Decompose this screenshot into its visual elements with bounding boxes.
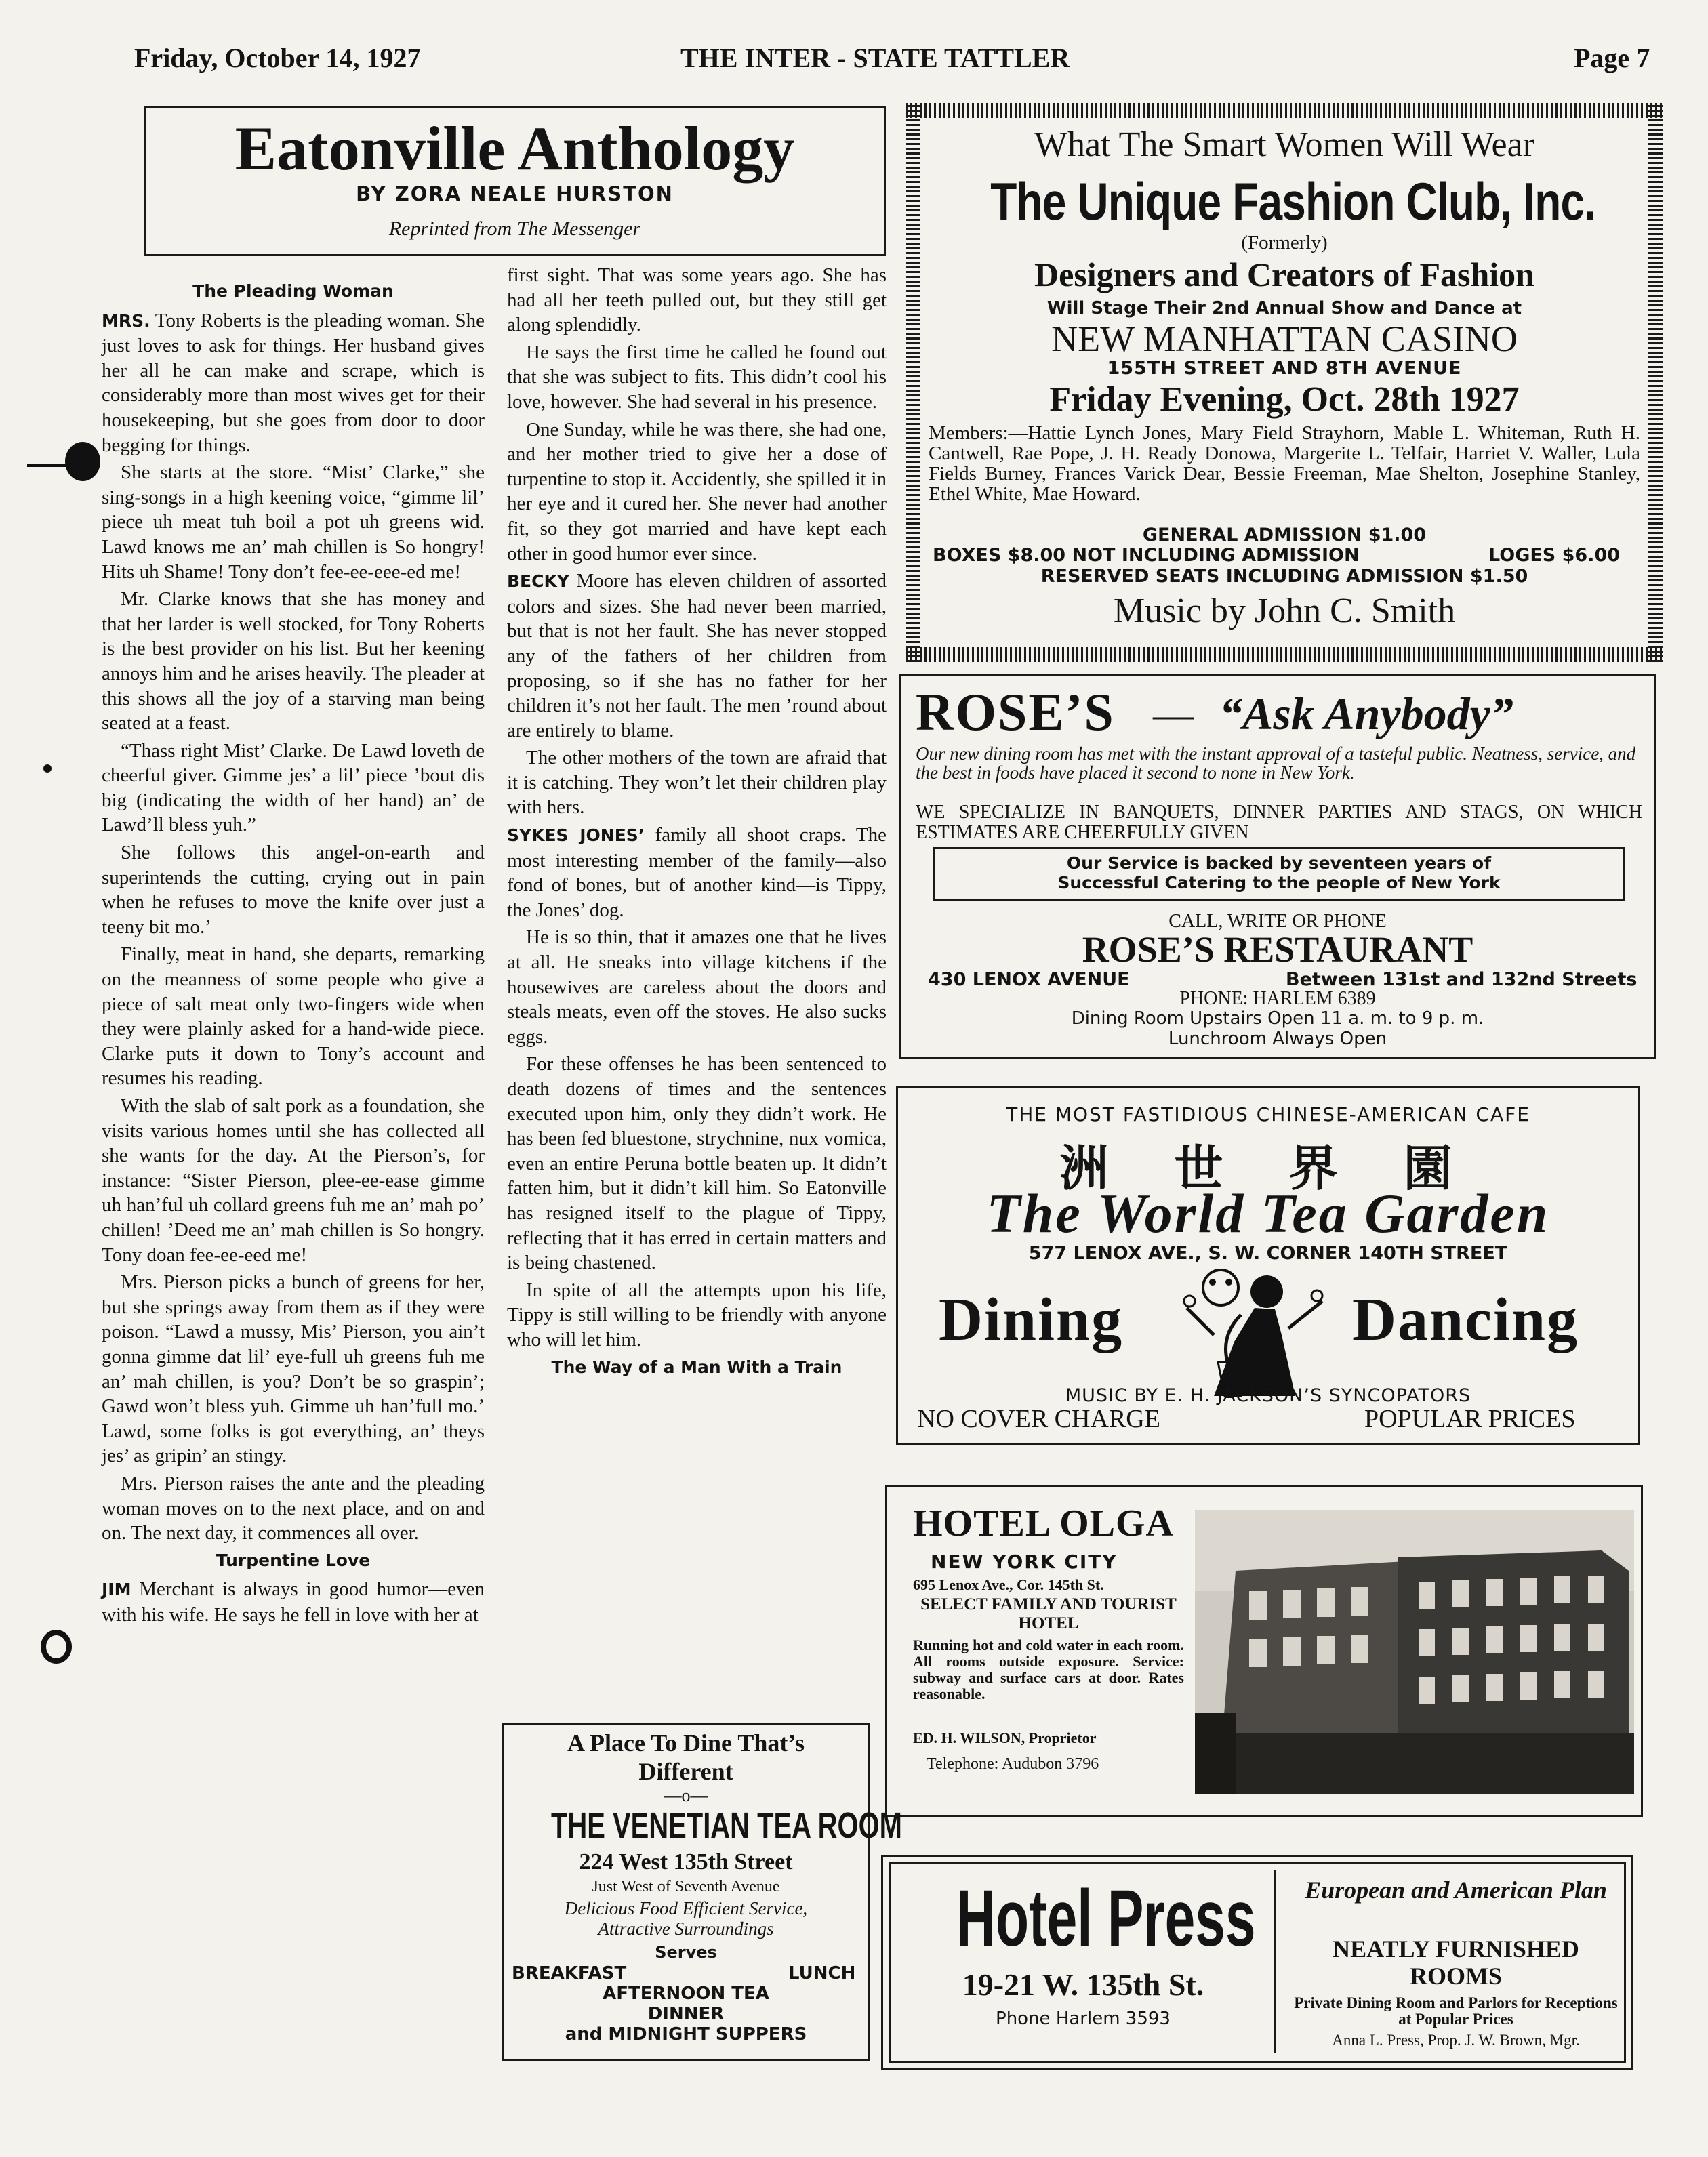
binding-hole-tail: [27, 464, 68, 467]
article-title: Eatonville Anthology: [235, 114, 795, 183]
issue-date: Friday, October 14, 1927: [134, 43, 421, 73]
hatched-border-bottom: [906, 647, 1663, 662]
paragraph: One Sunday, while he was there, she had one, and her mother tried to give her a dose of turpentine to stop it. Accidently, she spilled it in her eye and it cured her. She never had another fit, so they got married and have kept each other in good humor ever since.: [507, 418, 887, 564]
venetian-name-wrap: [504, 1805, 902, 1847]
roses-service-line2: Successful Catering to the people of New York: [1057, 873, 1501, 892]
press-plan: European and American Plan: [1305, 1876, 1607, 1904]
hotel-press-divider: [1274, 1870, 1276, 2053]
venetian-name: THE VENETIAN TEA ROOM: [550, 1805, 902, 1846]
tea-popular-prices: POPULAR PRICES: [1364, 1405, 1576, 1433]
tea-address: 577 LENOX AVE., S. W. CORNER 140TH STREET: [1028, 1243, 1508, 1264]
fashion-formerly: (Formerly): [1241, 232, 1328, 253]
paragraph: He says the first time he called he found out that she was subject to fits. This didn’t cool his love, however. She had several in his presence.: [507, 341, 887, 413]
venetian-line2: Different: [638, 1758, 733, 1785]
olga-city: NEW YORK CITY: [931, 1550, 1118, 1573]
roses-between: Between 131st and 132nd Streets: [1286, 969, 1638, 990]
press-name: Hotel Press: [956, 1874, 1256, 1963]
press-dining: Private Dining Room and Parlors for Receptions at Popular Prices: [1294, 1994, 1618, 2028]
press-rooms: NEATLY FURNISHED ROOMS: [1333, 1935, 1579, 1990]
ad-venetian-tea-room: [502, 1723, 902, 2061]
tea-dancing: Dancing: [1352, 1286, 1579, 1353]
paragraph: Mrs. Pierson raises the ante and the pleading woman moves on to the next place, and on and on. The next day, it commences all over.: [102, 1472, 485, 1544]
tea-no-cover: NO COVER CHARGE: [917, 1405, 1160, 1433]
olga-name: HOTEL OLGA: [913, 1502, 1174, 1544]
lead-in: JIM: [102, 1580, 131, 1600]
binding-hole: [41, 1630, 72, 1664]
tea-kicker: THE MOST FASTIDIOUS CHINESE-AMERICAN CAFE: [1006, 1103, 1530, 1126]
tea-music: MUSIC BY E. H. JACKSON’S SYNCOPATORS: [1065, 1385, 1471, 1406]
article-column-2: [507, 263, 887, 1384]
lead-in: SYKES JONES’: [507, 825, 645, 846]
roses-restaurant: ROSE’S RESTAURANT: [1082, 929, 1473, 970]
fashion-date: Friday Evening, Oct. 28th 1927: [1049, 380, 1520, 419]
roses-call: CALL, WRITE OR PHONE: [1168, 911, 1387, 932]
section-heading: The Pleading Woman: [192, 281, 394, 301]
paragraph: He is so thin, that it amazes one that he lives at all. He sneaks into village kitchens if the housewives are careless about the doors and steals meats, even off the stoves. He also sucks eggs.: [507, 926, 887, 1048]
paragraph: Mrs. Pierson picks a bunch of greens for her, but she springs away from them as if they were poison. “Lawd a mussy, Mis’ Pierson, you ain’t gonna gimme dat lil’ eye-full uh greens fuh me an’ mah chillen, is you? Don’t be so graspin’; Gawd won’t bless yuh. Gimme uh han’full mo.’ Lawd, some folks is got everything, an’ theys jes’ as gripin’ an stingy.: [102, 1271, 485, 1467]
venetian-dinner: DINNER: [647, 2004, 725, 2024]
roses-phone: PHONE: HARLEM 6389: [1179, 988, 1376, 1009]
newspaper-name: THE INTER - STATE TATTLER: [680, 43, 1070, 73]
paragraph-text: Tony Roberts is the pleading woman. She just loves to ask for things. Her husband gives her all he can make and scrape, which is considerably more than most wives get for their housekeeping, but she goes from door to door begging for things.: [102, 309, 485, 456]
ad-hotel-press: [881, 1855, 1633, 2070]
press-phone: Phone Harlem 3593: [996, 2009, 1171, 2029]
fashion-music: Music by John C. Smith: [1113, 592, 1456, 630]
page-number: Page 7: [1574, 43, 1650, 73]
venetian-near: Just West of Seventh Avenue: [592, 1878, 780, 1895]
reprint-credit: Reprinted from The Messenger: [388, 218, 641, 240]
fashion-kicker: What The Smart Women Will Wear: [1034, 125, 1535, 164]
hatched-border-left: [906, 103, 920, 662]
ad-world-tea-garden: [896, 1086, 1640, 1445]
article-title-box: [144, 106, 886, 256]
roses-service-line1: Our Service is backed by seventeen years of: [1066, 853, 1492, 873]
venetian-separator: —o—: [664, 1786, 708, 1805]
paragraph: [507, 823, 887, 922]
paragraph-text: Merchant is always in good humor—even with his wife. He says he fell in love with her at: [102, 1578, 485, 1626]
ink-spot: [43, 764, 52, 773]
fashion-designers: Designers and Creators of Fashion: [1034, 255, 1534, 293]
section-heading: The Way of a Man With a Train: [551, 1357, 842, 1377]
fashion-stage: Will Stage Their 2nd Annual Show and Dance at: [1046, 298, 1522, 319]
fashion-address: 155TH STREET AND 8TH AVENUE: [1107, 358, 1462, 379]
fashion-members: Members:—Hattie Lynch Jones, Mary Field Strayhorn, Mable L. Whiteman, Ruth H. Cantwell, Rae Pope, J. H. Ready Donowa, Margerite L. Telfair, Harriet V. Waller, Lula Fields Burney, Frances Varick Dear, Bessie Freeman, Mae Shelton, Josephine Stanley, Ethel White, Mae Howard.: [929, 422, 1640, 505]
olga-body: Running hot and cold water in each room. All rooms outside exposure. Service: subway and surface cars at door. Rates reasonable.: [913, 1637, 1184, 1702]
venetian-breakfast: BREAKFAST: [512, 1963, 627, 1984]
fashion-boxes: BOXES $8.00 NOT INCLUDING ADMISSION: [933, 545, 1360, 566]
venetian-tagline2: Attractive Surroundings: [598, 1918, 774, 1939]
paragraph: The other mothers of the town are afraid that it is catching. They won’t let their children play with hers.: [507, 747, 887, 819]
roses-slogan: “Ask Anybody”: [1219, 688, 1513, 739]
roses-name: ROSE’S: [916, 682, 1115, 741]
tea-name: The World Tea Garden: [986, 1183, 1550, 1244]
paragraph-text: Moore has eleven children of assorted colors and sizes. She had never been married, but that is not her fault. She has never stopped any of the fathers of her children from proposing, so if she has no father for her children it’s not her fault. The men ’round about are entirely to blame.: [507, 570, 887, 741]
binding-hole: [65, 442, 100, 481]
olga-select: SELECT FAMILY AND TOURIST HOTEL: [920, 1595, 1177, 1632]
paragraph: “Thass right Mist’ Clarke. De Lawd loveth de cheerful giver. Gimme jes’ a lil’ piece ’bout dis big (indicating the width of her hand) an’ de Lawd’ll bless yuh.”: [102, 739, 485, 836]
fashion-general-admission: GENERAL ADMISSION $1.00: [1142, 525, 1427, 546]
fashion-loges: LOGES $6.00: [1488, 545, 1621, 566]
venetian-suppers: and MIDNIGHT SUPPERS: [565, 2024, 807, 2045]
ad-fashion-club: [906, 103, 1663, 662]
hatched-border-top: [906, 103, 1663, 118]
roses-specialize: WE SPECIALIZE IN BANQUETS, DINNER PARTIES AND STAGS, ON WHICH ESTIMATES ARE CHEERFULLY GIVEN: [916, 802, 1642, 843]
roses-address: 430 LENOX AVENUE: [928, 969, 1130, 990]
lead-in: BECKY: [507, 571, 569, 592]
venetian-serves: Serves: [655, 1943, 717, 1962]
press-name-wrap: [897, 1874, 1269, 1963]
paragraph: [102, 308, 485, 458]
paragraph-text: family all shoot craps. The most interesting member of the family—also fond of bones, but of another kind—is Tippy, the Jones’ dog.: [507, 824, 887, 921]
olga-proprietor: ED. H. WILSON, Proprietor: [913, 1729, 1097, 1746]
paragraph: Finally, meat in hand, she departs, remarking on the meanness of some people who give a piece of salt meat only two-fingers wide when they were plainly asked for a hand-wide piece. Clarke puts it down to Tony’s account and resumes his reading.: [102, 943, 485, 1090]
venetian-line1: A Place To Dine That’s: [567, 1729, 805, 1757]
fashion-name: The Unique Fashion Club, Inc.: [990, 171, 1596, 231]
paragraph: [507, 569, 887, 743]
roses-hours: Dining Room Upstairs Open 11 a. m. to 9 p. m.: [1071, 1008, 1484, 1029]
press-address: 19-21 W. 135th St.: [962, 1967, 1204, 2002]
lead-in: MRS.: [102, 310, 150, 331]
fashion-venue: NEW MANHATTAN CASINO: [1051, 319, 1518, 359]
hatched-border-right: [1648, 103, 1663, 662]
venetian-lunch: LUNCH: [788, 1963, 856, 1984]
venetian-tagline1: Delicious Food Efficient Service,: [564, 1898, 808, 1918]
tea-dining: Dining: [939, 1286, 1124, 1353]
venetian-address: 224 West 135th Street: [579, 1849, 793, 1874]
paragraph: first sight. That was some years ago. She has had all her teeth pulled out, but they still get along splendidly.: [507, 264, 887, 336]
press-proprietors: Anna L. Press, Prop. J. W. Brown, Mgr.: [1332, 2032, 1580, 2049]
roses-dash: —: [1153, 692, 1194, 737]
tea-chinese-characters: 洲 世 界 園: [1059, 1140, 1477, 1197]
olga-address: 695 Lenox Ave., Cor. 145th St.: [913, 1576, 1104, 1593]
article-column-1: [102, 276, 485, 1630]
fashion-reserved: RESERVED SEATS INCLUDING ADMISSION $1.50: [1040, 566, 1528, 587]
paragraph: For these offenses he has been sentenced to death dozens of times and the sentences executed upon him, only they didn’t work. He has been fed bluestone, strychnine, nux vomica, even an entire Peruna bottle beaten up. It didn’t fatten him, but it didn’t kill him. So Eatonville has resigned itself to the plague of Tippy, reflecting that it has erred in certain matters and is being chastened.: [507, 1053, 887, 1274]
ad-roses: [899, 674, 1656, 1059]
article-byline: BY ZORA NEALE HURSTON: [356, 182, 674, 205]
olga-phone: Telephone: Audubon 3796: [927, 1755, 1099, 1773]
paragraph: With the slab of salt pork as a foundation, she visits various homes until she has collected all she wants for the day. At the Pierson’s, for instance: “Sister Pierson, plee-ee-ease gimme uh han’ful uh collard greens fuh me an’ mah po’ chillen! ’Deed me an’ mah chillen is So hongry. Tony doan fee-ee-eed me!: [102, 1095, 485, 1266]
section-heading: Turpentine Love: [216, 1550, 371, 1570]
paragraph: She starts at the store. “Mist’ Clarke,” she sing-songs in a high keening voice, “gimme lil’ piece uh meat tuh boil a pot uh greens wid. Lawd knows me an’ mah chillen is So hongry! Hits uh Shame! Tony don’t fee-ee-eee-ed me!: [102, 461, 485, 583]
fashion-name-wrap: [926, 171, 1643, 232]
paragraph: She follows this angel-on-earth and superintends the cutting, crying out in pain when he refuses to move the knife over just a teeny bit mo.’: [102, 842, 485, 938]
ad-hotel-olga: [885, 1485, 1643, 1817]
dancing-couple-illustration: [1173, 1260, 1336, 1403]
roses-service-box: [933, 847, 1625, 901]
paragraph: In spite of all the attempts upon his life, Tippy is still willing to be friendly with anyone who will let him.: [507, 1279, 887, 1351]
hotel-building-photo: [1195, 1510, 1634, 1794]
paragraph: [102, 1577, 485, 1627]
paragraph: Mr. Clarke knows that she has money and that her larder is well stocked, for Tony Roberts is the best provider on his list. But her keening annoys him and he arises heavily. The pleader at this shows all the joy of a starving man being seated at a feast.: [102, 588, 485, 735]
roses-lunchroom: Lunchroom Always Open: [1168, 1029, 1387, 1049]
roses-blurb: Our new dining room has met with the instant approval of a tasteful public. Neatness, service, and the best in foods have placed it second to none in New York.: [916, 743, 1636, 783]
venetian-tea: AFTERNOON TEA: [603, 1984, 769, 2004]
